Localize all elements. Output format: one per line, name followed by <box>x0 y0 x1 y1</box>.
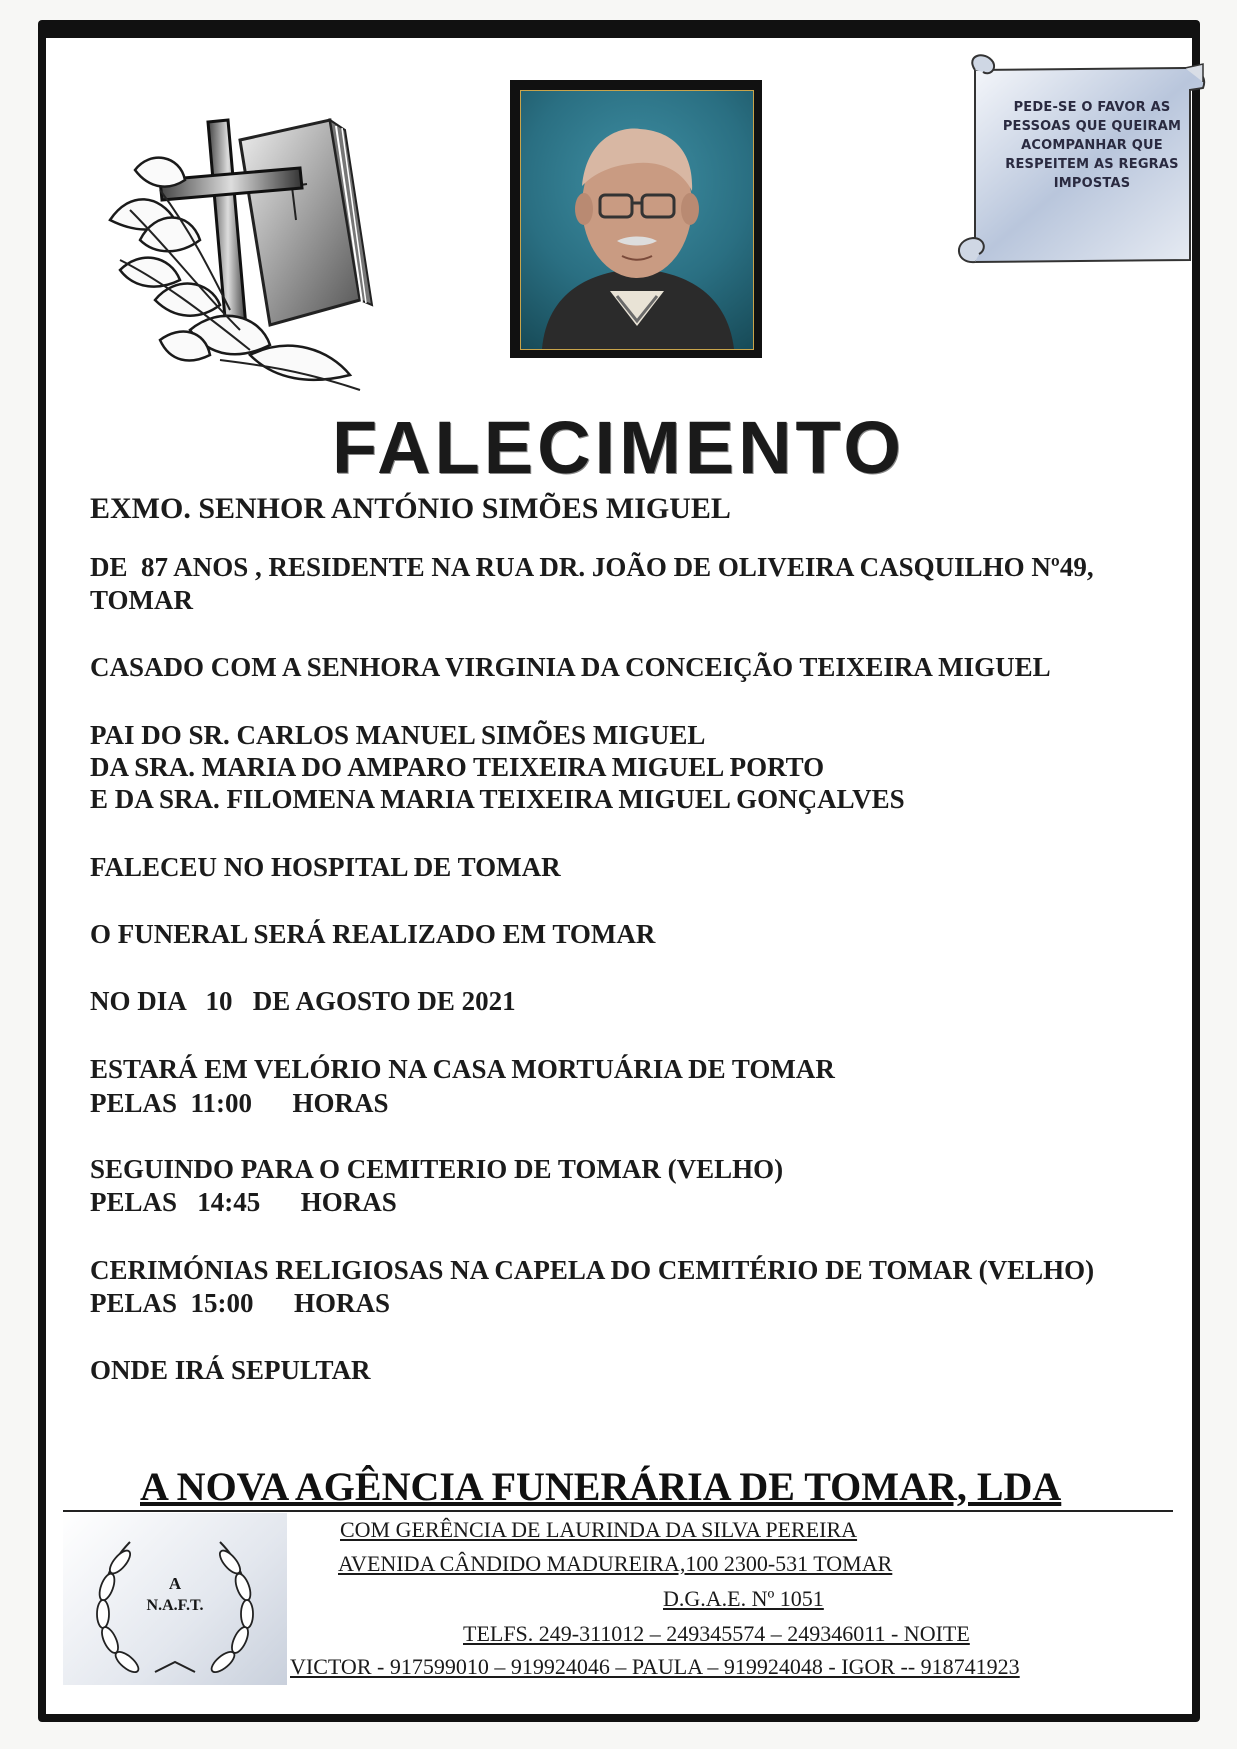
ceremony-line-1: CERIMÓNIAS RELIGIOSAS NA CAPELA DO CEMITÉRIO DE TOMAR (VELHO) <box>90 1255 1095 1285</box>
notice-scroll-text: PEDE-SE O FAVOR AS PESSOAS QUE QUEIRAM ACOMPANHAR QUE RESPEITEM AS REGRAS IMPOSTAS <box>1002 100 1182 191</box>
portrait-figure <box>521 91 753 349</box>
funeral-date-line: NO DIA 10 DE AGOSTO DE 2021 <box>90 986 516 1016</box>
procession-line-2: PELAS 14:45 HORAS <box>90 1187 397 1217</box>
children-line-1: PAI DO SR. CARLOS MANUEL SIMÕES MIGUEL <box>90 720 706 750</box>
agency-address: AVENIDA CÂNDIDO MADUREIRA,100 2300-531 TOMAR <box>338 1551 893 1576</box>
deceased-name: EXMO. SENHOR ANTÓNIO SIMÕES MIGUEL <box>90 492 731 525</box>
agency-license: D.G.A.E. Nº 1051 <box>663 1586 824 1611</box>
spouse-line: CASADO COM A SENHORA VIRGINIA DA CONCEIÇÃO TEIXEIRA MIGUEL <box>90 652 1051 682</box>
agency-management: COM GERÊNCIA DE LAURINDA DA SILVA PEREIRA <box>340 1517 858 1542</box>
wake-line-2: PELAS 11:00 HORAS <box>90 1088 389 1118</box>
agency-divider <box>63 1510 1173 1512</box>
age-residence-line-2: TOMAR <box>90 585 194 615</box>
death-place-line: FALECEU NO HOSPITAL DE TOMAR <box>90 852 561 882</box>
ceremony-line-2: PELAS 15:00 HORAS <box>90 1288 391 1318</box>
agency-phones: TELFS. 249-311012 – 249345574 – 249346011 - NOITE <box>463 1621 970 1646</box>
burial-line: ONDE IRÁ SEPULTAR <box>90 1355 371 1385</box>
age-residence-line-1: DE 87 ANOS , RESIDENTE NA RUA DR. JOÃO DE OLIVEIRA CASQUILHO Nº49, <box>90 552 1094 582</box>
logo-letter: A <box>168 1574 182 1593</box>
cross-lilies-illustration <box>100 110 400 400</box>
deceased-portrait <box>510 80 762 358</box>
children-line-3: E DA SRA. FILOMENA MARIA TEIXEIRA MIGUEL GONÇALVES <box>90 784 905 814</box>
agency-contacts: VICTOR - 917599010 – 919924046 – PAULA – 919924048 - IGOR -- 918741923 <box>290 1654 1020 1679</box>
procession-line-1: SEGUINDO PARA O CEMITERIO DE TOMAR (VELHO) <box>90 1154 784 1184</box>
funeral-place-line: O FUNERAL SERÁ REALIZADO EM TOMAR <box>90 919 656 949</box>
agency-name: A NOVA AGÊNCIA FUNERÁRIA DE TOMAR, LDA <box>140 1464 1062 1509</box>
logo-initials: N.A.F.T. <box>146 1597 204 1614</box>
children-line-2: DA SRA. MARIA DO AMPARO TEIXEIRA MIGUEL PORTO <box>90 752 825 782</box>
wake-line-1: ESTARÁ EM VELÓRIO NA CASA MORTUÁRIA DE TOMAR <box>90 1054 835 1084</box>
page-title: FALECIMENTO <box>332 406 905 489</box>
